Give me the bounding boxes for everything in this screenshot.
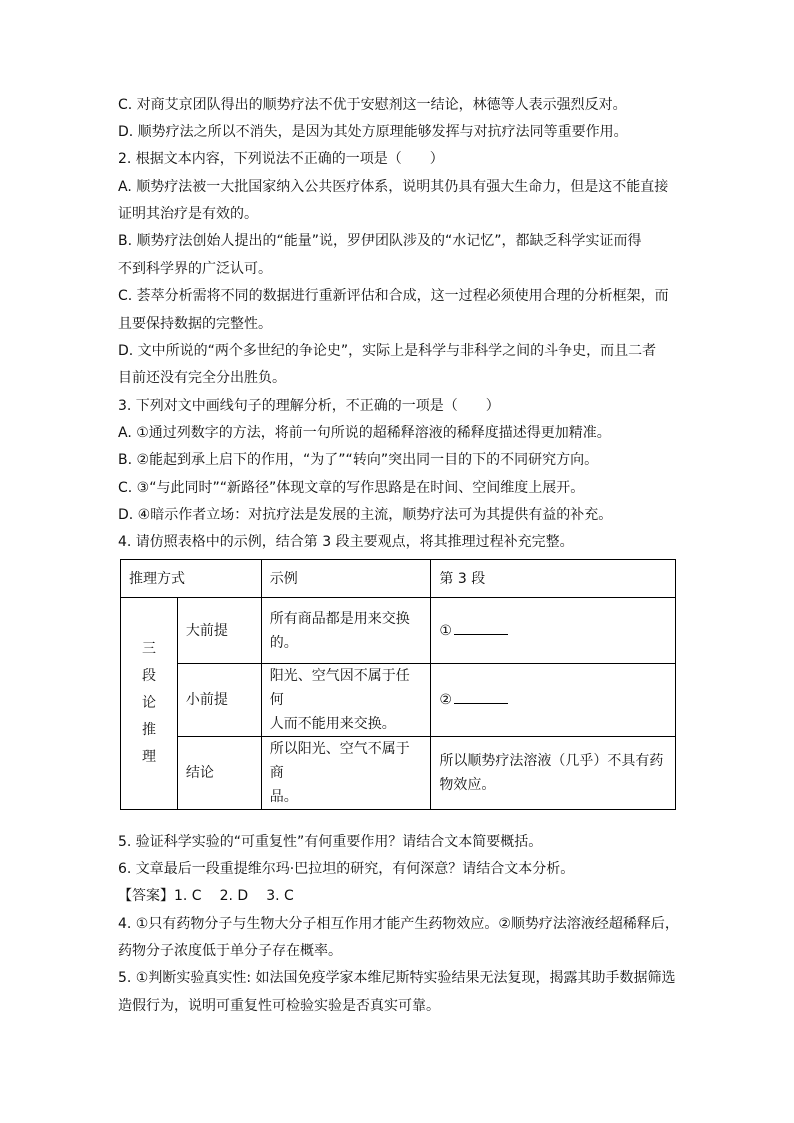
blank-marker: ① — [439, 622, 452, 639]
table-row — [121, 664, 676, 737]
option-line: 目前还没有完全分出胜负。 — [118, 370, 286, 386]
option-line: 且要保持数据的完整性。 — [118, 316, 272, 332]
blank-major-cell — [431, 598, 676, 664]
table-header-row — [121, 560, 676, 598]
label-char: 段 — [141, 668, 156, 684]
conclusion-label: 结论 — [177, 737, 261, 810]
cell-text: 的。 — [269, 634, 298, 651]
blank-marker: ② — [439, 692, 452, 708]
cell-text: 物效应。 — [439, 777, 496, 793]
answer-label: 【答案】 — [118, 888, 174, 904]
minor-premise-label: 小前提 — [177, 664, 261, 737]
question-line: 3. 下列对文中画线句子的理解分析，不正确的一项是（ ） — [118, 398, 500, 414]
answer-item: 2. D — [219, 888, 249, 904]
option-line: A. 顺势疗法被一大批国家纳入公共医疗体系，说明其仍具有强大生命力，但是这不能直接 — [118, 179, 669, 195]
cell-text: 所有商品都是用来交换 — [269, 610, 410, 627]
answer-line: 4. ①只有药物分子与生物大分子相互作用才能产生药物效应。②顺势疗法溶液经超稀释后， — [118, 916, 679, 932]
cell-text: 人而不能用来交换。 — [269, 716, 396, 732]
cell-text: 所以顺势疗法溶液（几乎）不具有药 — [439, 753, 664, 769]
label-char: 论 — [141, 695, 156, 711]
fill-blank-line — [454, 689, 508, 704]
option-line: C. ③“与此同时”“新路径”体现文章的写作思路是在时间、空间维度上展开。 — [118, 480, 585, 496]
option-line: 不到科学界的广泛认可。 — [118, 261, 272, 277]
answer-line: 造假行为，说明可重复性可检验实验是否真实可靠。 — [118, 998, 440, 1014]
question-line: 6. 文章最后一段重提维尔玛·巴拉坦的研究，有何深意？请结合文本分析。 — [118, 861, 575, 877]
label-char: 理 — [141, 749, 156, 765]
fill-blank-line — [454, 620, 508, 635]
header-method: 推理方式 — [121, 560, 262, 598]
para3-conclusion-cell — [431, 737, 676, 810]
answer-line: 药物分子浓度低于单分子存在概率。 — [118, 943, 342, 959]
answer-key-line — [118, 886, 688, 906]
option-line: C. 对商艾京团队得出的顺势疗法不优于安慰剂这一结论，林德等人表示强烈反对。 — [118, 97, 627, 113]
question-line: 5. 验证科学实验的“可重复性”有何重要作用？请结合文本简要概括。 — [118, 834, 543, 850]
question-line: 4. 请仿照表格中的示例，结合第 3 段主要观点，将其推理过程补充完整。 — [118, 534, 574, 550]
example-conclusion-cell — [261, 737, 431, 810]
table-row — [121, 598, 676, 664]
answer-line: 5. ①判断实验真实性: 如法国免疫学家本维尼斯特实验结果无法复现，揭露其助手数据筛选 — [118, 970, 676, 986]
syllogism-label — [121, 598, 178, 810]
answer-item: 1. C — [174, 888, 202, 904]
reasoning-table — [120, 559, 676, 810]
example-major-cell — [261, 598, 431, 664]
major-premise-label: 大前提 — [177, 598, 261, 664]
option-line: 证明其治疗是有效的。 — [118, 206, 258, 222]
cell-text: 阳光、空气因不属于任何 — [269, 668, 410, 708]
option-line: D. 顺势疗法之所以不消失，是因为其处方原理能够发挥与对抗疗法同等重要作用。 — [118, 124, 628, 140]
question-line: 2. 根据文本内容，下列说法不正确的一项是（ ） — [118, 151, 444, 167]
label-char: 三 — [141, 641, 156, 657]
option-line: D. ④暗示作者立场：对抗疗法是发展的主流，顺势疗法可为其提供有益的补充。 — [118, 507, 613, 523]
header-example: 示例 — [261, 560, 431, 598]
option-line: D. 文中所说的“两个多世纪的争论史”，实际上是科学与非科学之间的斗争史，而且二者 — [118, 343, 657, 359]
option-line: B. 顺势疗法创始人提出的“能量”说，罗伊团队涉及的“水记忆”，都缺乏科学实证而得 — [118, 233, 642, 249]
answer-item: 3. C — [266, 888, 294, 904]
example-minor-cell — [261, 664, 431, 737]
header-para3: 第 3 段 — [431, 560, 676, 598]
option-line: A. ①通过列数字的方法，将前一句所说的超稀释溶液的稀释度描述得更加精准。 — [118, 425, 611, 441]
option-line: C. 荟萃分析需将不同的数据进行重新评估和合成，这一过程必须使用合理的分析框架，而 — [118, 288, 669, 304]
option-line: B. ②能起到承上启下的作用，“为了”“转向”突出同一目的下的不同研究方向。 — [118, 452, 599, 468]
table-row — [121, 737, 676, 810]
blank-minor-cell — [431, 664, 676, 737]
cell-text: 品。 — [269, 789, 298, 805]
cell-text: 所以阳光、空气不属于商 — [269, 741, 410, 781]
label-char: 推 — [141, 722, 156, 738]
